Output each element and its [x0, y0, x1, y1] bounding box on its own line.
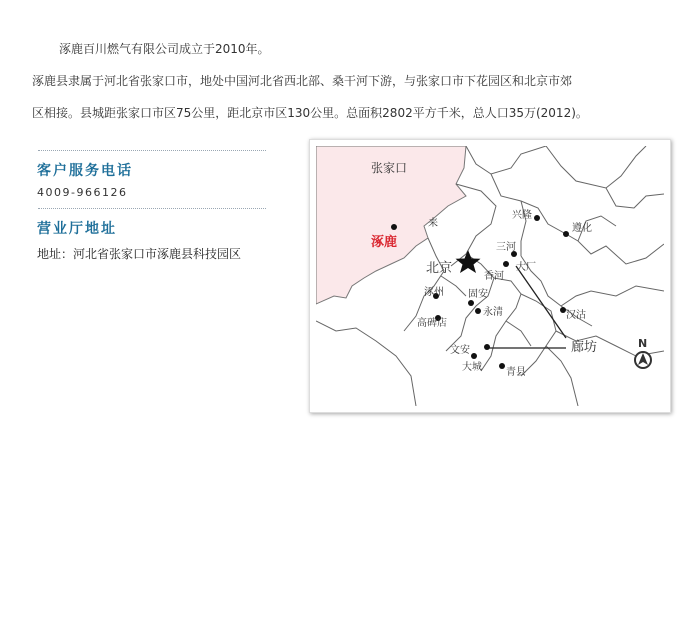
- label-sanhe: 三河: [496, 242, 516, 253]
- north-label: N: [638, 337, 648, 350]
- north-arrow-icon: [635, 337, 651, 368]
- label-guan: 固安: [468, 289, 488, 300]
- label-xinglong: 兴隆: [512, 210, 532, 221]
- map-graphic: [316, 146, 664, 406]
- divider: [38, 208, 266, 209]
- label-lai: 来: [428, 218, 438, 229]
- service-phone-title: 客户服务电话: [37, 163, 133, 179]
- label-dacheng: 大城: [462, 362, 482, 373]
- beijing-star-icon: [456, 250, 481, 273]
- label-dachang: 大厂: [516, 262, 536, 273]
- contact-column: [34, 150, 274, 262]
- label-wenan: 文安: [450, 345, 470, 356]
- label-beijing: 北京: [426, 261, 453, 276]
- label-yongqing: 永清: [483, 307, 503, 318]
- divider: [38, 150, 266, 151]
- label-zhangjiakou: 张家口: [371, 161, 408, 175]
- intro-line-3: 区相接。县城距张家口市区75公里，距北京市区130公里。总面积2802平方千米，总人口35万(2012)。: [32, 106, 588, 120]
- label-langfang: 廊坊: [571, 340, 598, 355]
- label-xianghe: 香河: [484, 271, 504, 282]
- label-gaobeidian: 高碑店: [417, 318, 447, 329]
- label-zhuolu: 涿鹿: [371, 235, 398, 250]
- hall-address: 地址：河北省张家口市涿鹿县科技园区: [37, 247, 242, 261]
- intro-line-2: 涿鹿县隶属于河北省张家口市，地处中国河北省西北部、桑干河下游，与张家口市下花园区和北京市郊: [32, 74, 573, 88]
- label-qingxian: 青县: [506, 367, 526, 378]
- label-zhuozhou: 涿州: [424, 287, 444, 298]
- location-map: [309, 139, 671, 413]
- service-phone-number: 4009-966126: [37, 186, 128, 199]
- label-hangu: 汉沽: [566, 310, 586, 321]
- label-zunhua: 遵化: [572, 223, 592, 234]
- hall-address-title: 营业厅地址: [37, 221, 117, 237]
- intro-line-1: 涿鹿百川燃气有限公司成立于2010年。: [59, 42, 270, 56]
- company-intro: [32, 33, 696, 129]
